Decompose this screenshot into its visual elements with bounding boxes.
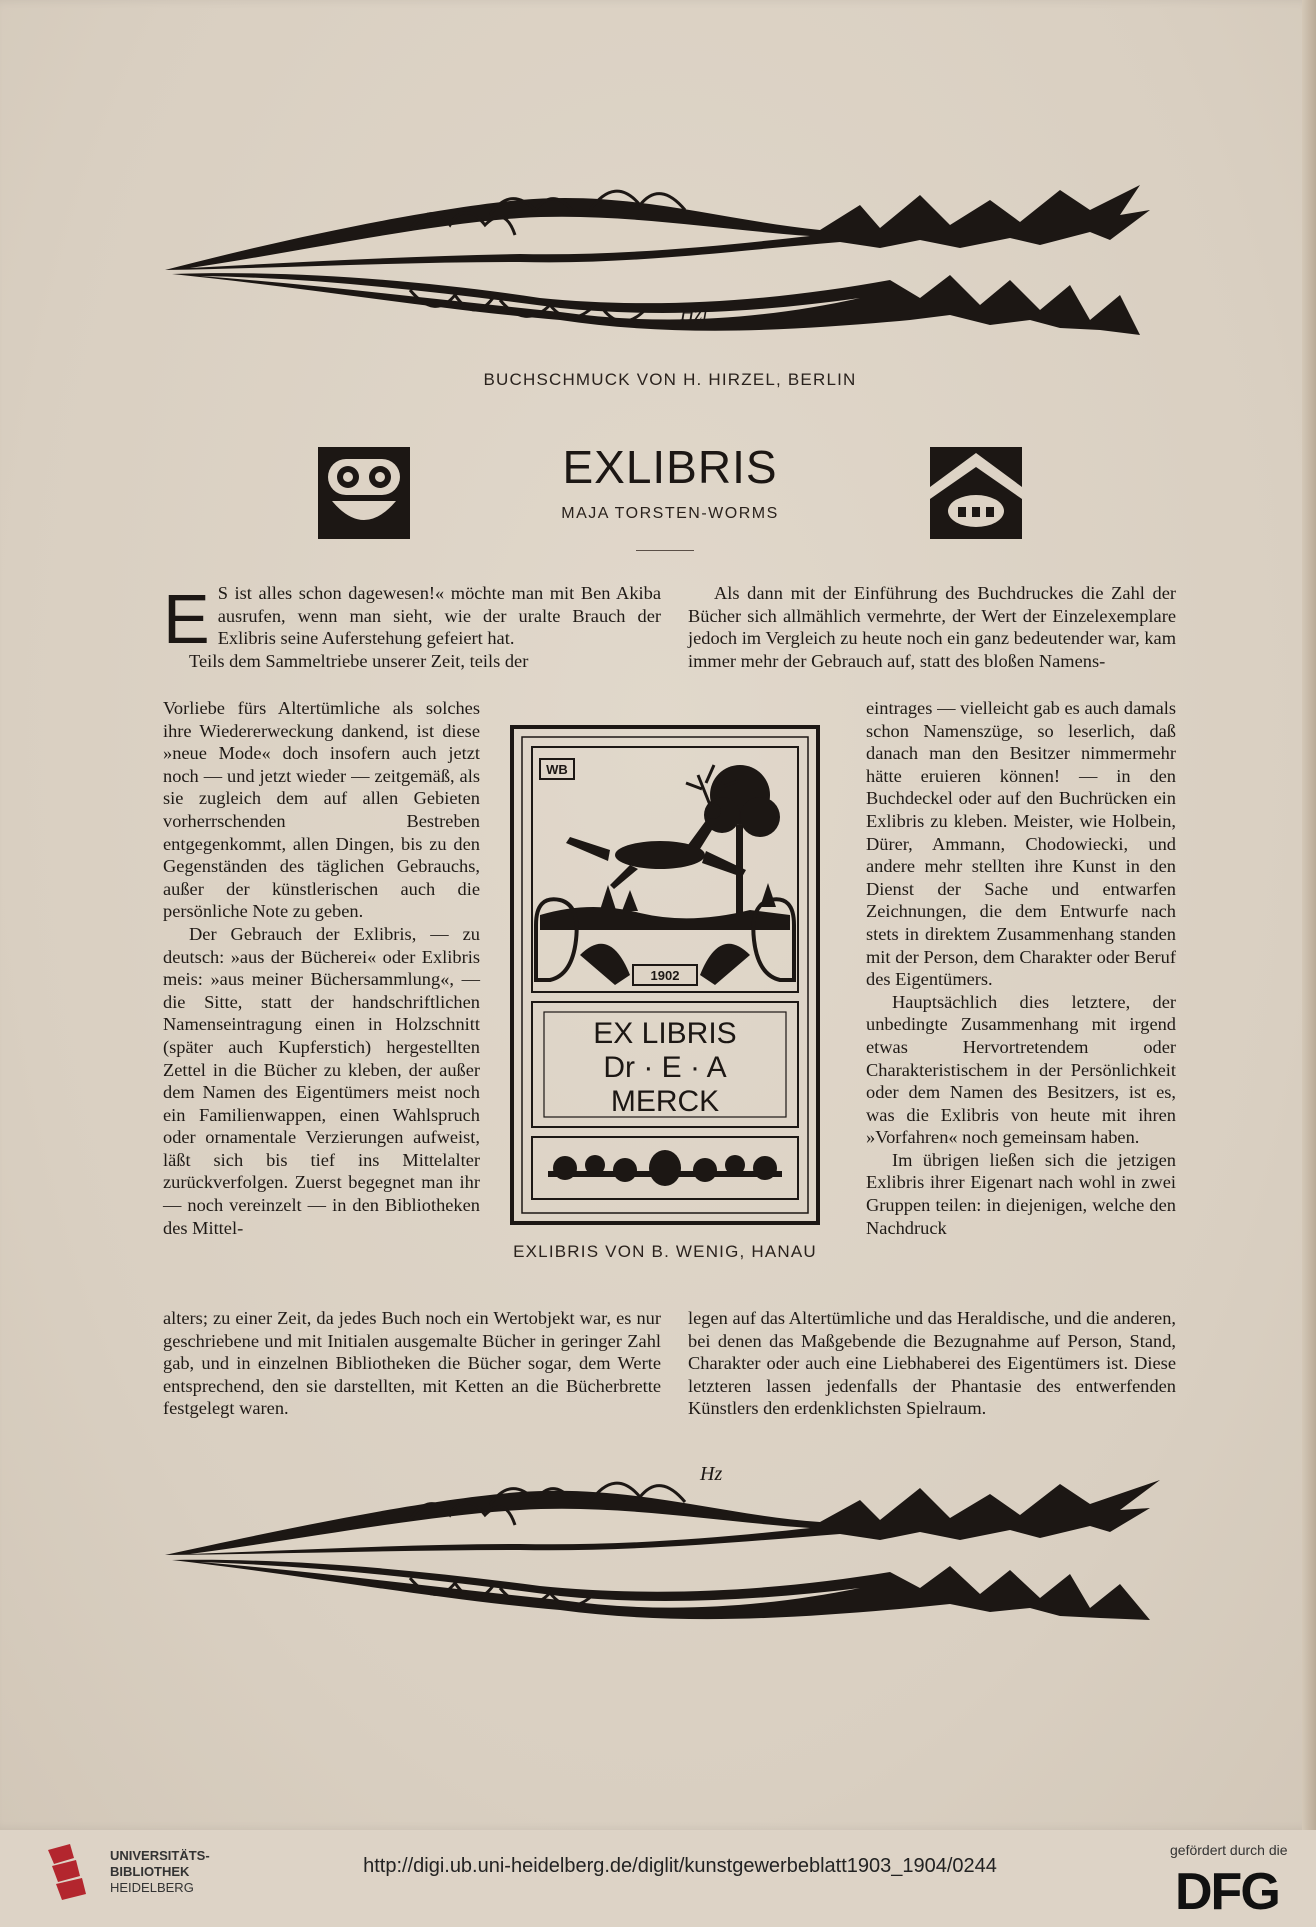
right-paragraph-2: Hauptsächlich dies letztere, der unbedingte Zusammenhang mit irgend etwas Hervortretendem oder Charakteristischem in der Persönlichkeit oder dem Namen des Besitzers, ist es, was die Exlibris von heute mit ihren »Vorfahren« noch gemeinsam haben. — [866, 991, 1176, 1148]
exlibris-caption: EXLIBRIS VON B. WENIG, HANAU — [513, 1242, 817, 1261]
left-paragraph-2-start: Teils dem Sammeltriebe unserer Zeit, teils der — [189, 650, 529, 671]
right-column-bottom — [688, 1307, 1176, 1420]
university-library-name — [110, 1848, 210, 1896]
plate-line-1: EX LIBRIS — [593, 1017, 737, 1050]
left-paragraph-3: Der Gebrauch der Exlibris, — zu deutsch: »aus der Bücherei« oder Exlibris meis: »aus meiner Büchersammlung«, — die Sitte, statt der handschriftlichen Namenseintragung einen in Holzschnitt (später auch Kupferstich) hergestellten Zettel in die Bücher zu kleben, der außer dem Namen des Eigentümers meist noch ein Familienwappen, einen Wahlspruch oder ornamentale Verzierungen aufweist, läßt sich bis tief ins Mittelalter zurückverfolgen. Zuerst begegnet man ihr — noch vereinzelt — in den Bibliotheken des Mittel- — [163, 923, 480, 1238]
left-paragraph-2-rest: Vorliebe fürs Altertümliche als solches ihre Wiedererweckung dankend, ist diese »neue Mode« doch insofern auch jetzt noch — und jetzt wieder — zeitgemäß, als sie zugleich dem auf allen Gebieten vorherrschenden Bestreben entgegenkommt, allen Dingen, bis zu den Gegenständen des täglichen Gebrauchs, außer der künstlerischen auch die persönliche Note zu geben. — [163, 698, 480, 922]
top-caption: BUCHSCHMUCK VON H. HIRZEL, BERLIN — [483, 370, 857, 389]
right-paragraph-3-start: Im übrigen ließen sich die jetzigen Exlibris ihrer Eigenart nach wohl in zwei Gruppen teilen: in diejenigen, welche den Nachdruck — [866, 1149, 1176, 1238]
right-column-narrow — [866, 697, 1176, 1239]
exlibris-plate — [510, 725, 820, 1225]
bottom-leaf-ornament — [160, 1460, 1170, 1650]
drop-cap: E — [163, 580, 210, 658]
dfg-logo: DFG — [1175, 1863, 1279, 1921]
library-line-3: HEIDELBERG — [110, 1880, 194, 1895]
plate-line-3: MERCK — [610, 1085, 720, 1118]
source-url-link[interactable]: http://digi.ub.uni-heidelberg.de/diglit/kunstgewerbeblatt1903_1904/0244 — [363, 1855, 997, 1877]
funded-by-label: gefördert durch die — [1170, 1842, 1288, 1858]
title-divider — [636, 550, 694, 551]
left-column-narrow — [163, 697, 480, 1239]
left-paragraph-3-end: alters; zu einer Zeit, da jedes Buch noch ein Wertobjekt war, es nur geschriebene und mit Initialen ausgemalte Bücher in geringer Zahl gab, und in einzelnen Bibliotheken die Bücher sogar, dem Werte entsprechend, den sie darstellten, mit Ketten an die Bücherbrette festgelegt waren. — [163, 1308, 661, 1419]
library-line-2: BIBLIOTHEK — [110, 1864, 190, 1879]
author-name: MAJA TORSTEN-WORMS — [561, 505, 779, 522]
left-paragraph-1: S ist alles schon dagewesen!« möchte man mit Ben Akiba ausrufen, wenn man sieht, wie der uralte Brauch der Exlibris seine Auferstehung gefeiert hat. — [217, 583, 661, 649]
right-paragraph-3-end: legen auf das Altertümliche und das Heraldische, und die anderen, bei denen das Maßgebende die Bezugnahme auf Person, Stand, Charakter oder auch eine Liebhaberei des Eigentümers ist. Diese letzteren lassen jedenfalls der Phantasie des entwerfenden Künstlers den erdenklichsten Spielraum. — [688, 1308, 1176, 1419]
library-line-1: UNIVERSITÄTS- — [110, 1848, 210, 1863]
bottom-monogram: Hz — [700, 1463, 723, 1485]
plate-line-2: Dr · E · A — [603, 1051, 727, 1084]
right-emblem-icon — [930, 447, 1022, 539]
page-edge — [1302, 0, 1316, 1830]
right-paragraph-1-start: Als dann mit der Einführung des Buchdruckes die Zahl der Bücher sich allmählich vermehrte, der Wert der Einzelexemplare jedoch im Vergleich zu heute noch ein ganz bedeutender war, kam immer mehr der Gebrauch auf, statt des bloßen Namens- — [688, 583, 1176, 671]
right-paragraph-1-rest: eintrages — vielleicht gab es auch damals schon Namenszüge, so leserlich, daß danach man den Besitzer nimmermehr hätte eruieren können! — in den Buchdeckel oder auf den Buchrücken ein Exlibris zu kleben. Meister, wie Holbein, Dürer, Ammann, Chodowiecki, und andere mehr stellten ihre Kunst in den Dienst der Sache und entwarfen Zeichnungen, die dem Entwurfe nach stets in direktem Zusammenhang standen mit der Person, dem Charakter oder Beruf des Eigentümers. — [866, 698, 1176, 990]
university-library-logo-icon — [40, 1842, 100, 1902]
plate-year: 1902 — [650, 968, 680, 983]
page-title: EXLIBRIS — [562, 441, 778, 493]
left-emblem-icon — [318, 447, 410, 539]
right-column-intro — [688, 582, 1176, 672]
top-leaf-ornament — [160, 170, 1170, 370]
left-column-bottom — [163, 1307, 661, 1420]
plate-monogram: WB — [546, 762, 568, 777]
frieze-ornament — [548, 1150, 782, 1186]
top-monogram: Hzl — [680, 303, 708, 325]
left-column-intro — [163, 582, 661, 672]
